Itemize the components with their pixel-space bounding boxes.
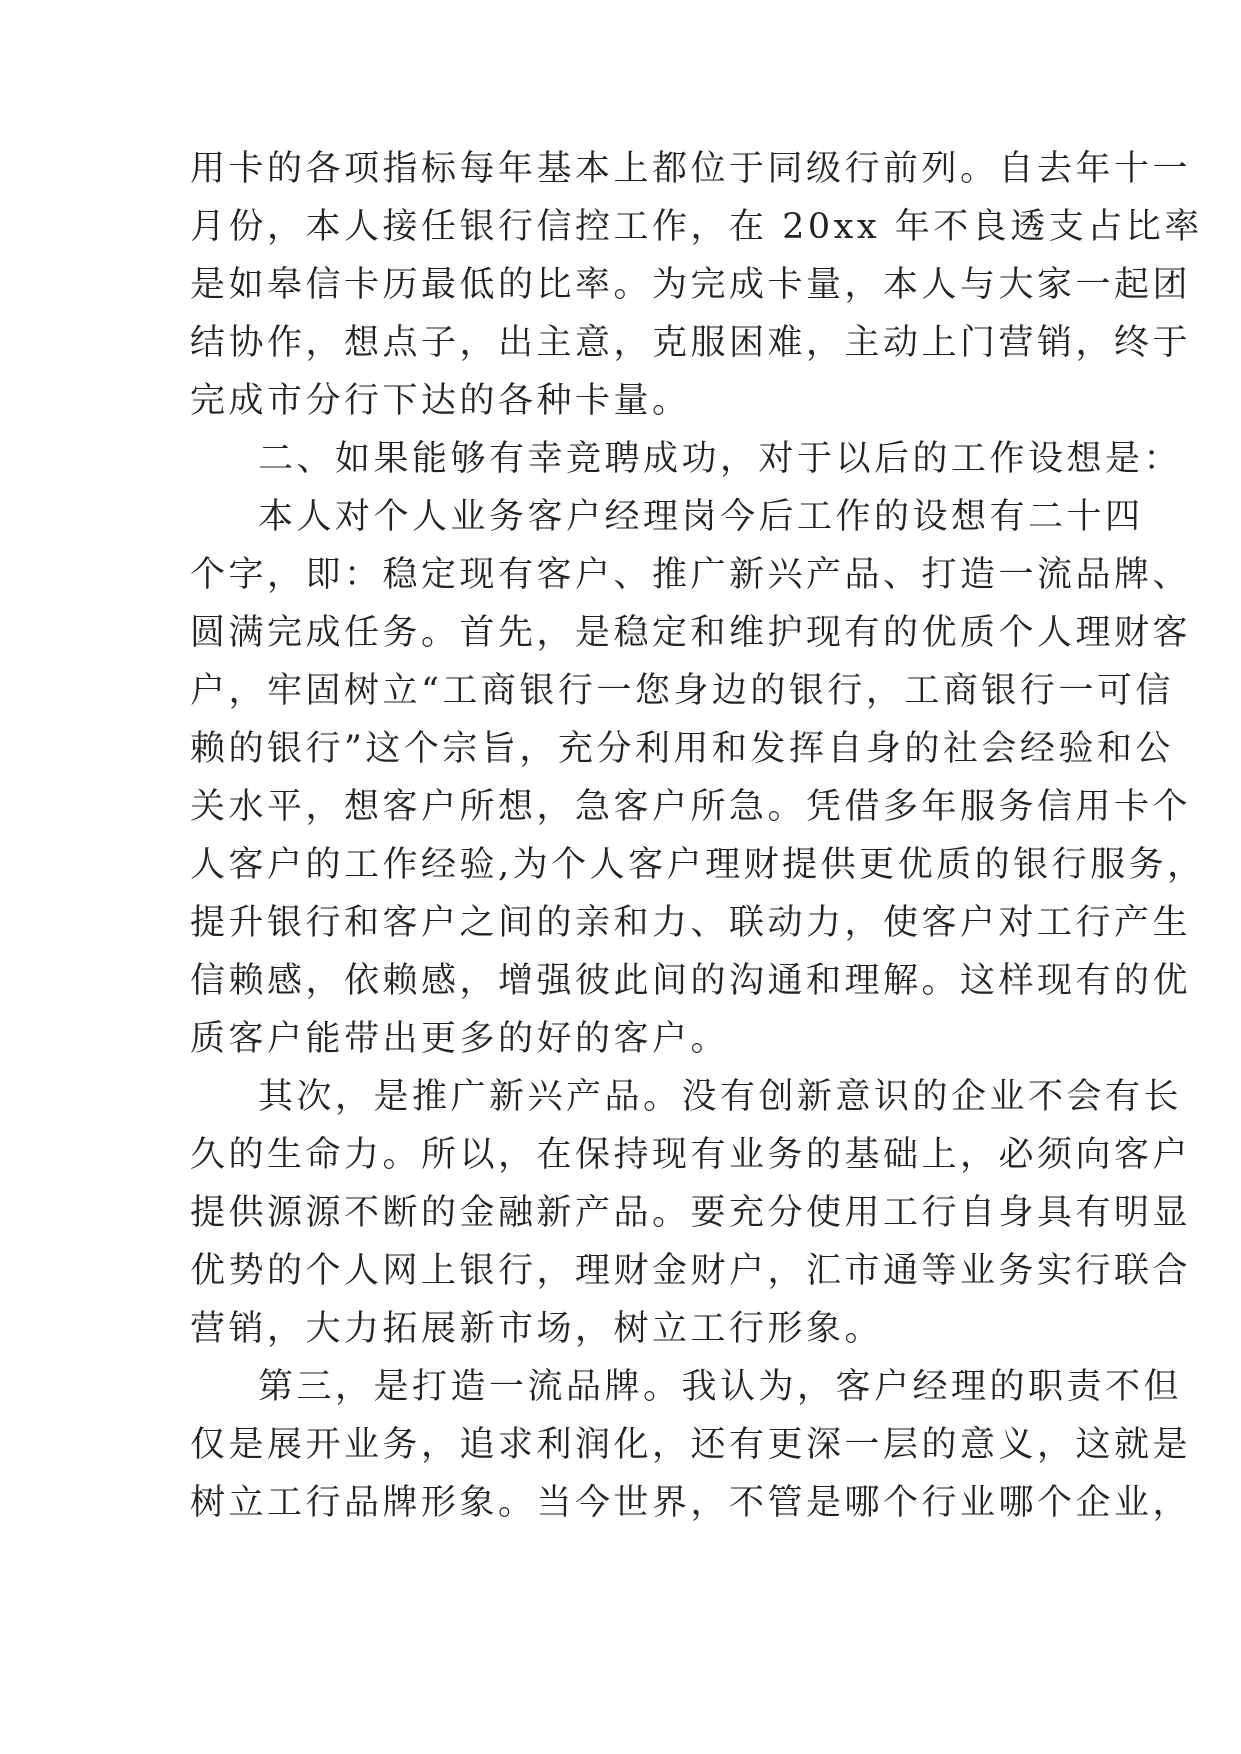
text-line: 用卡的各项指标每年基本上都位于同级行前列。自去年十一 <box>190 149 1192 189</box>
document-body <box>190 140 1206 1532</box>
text-line: 人客户的工作经验,为个人客户理财提供更优质的银行服务， <box>190 845 1206 885</box>
text-line: 圆满完成任务。首先，是稳定和维护现有的优质个人理财客 <box>190 613 1192 653</box>
text-line: 关水平，想客户所想，急客户所急。凭借多年服务信用卡个 <box>190 787 1192 827</box>
text-line: 结协作，想点子，出主意，克服困难，主动上门营销，终于 <box>190 323 1192 363</box>
paragraph-start-line: 本人对个人业务客户经理岗今后工作的设想有二十四 <box>258 497 1144 537</box>
text-line: 质客户能带出更多的好的客户。 <box>190 1019 730 1059</box>
text-line: 营销，大力拓展新市场，树立工行形象。 <box>190 1309 884 1349</box>
text-line: 赖的银行”这个宗旨，充分利用和发挥自身的社会经验和公 <box>190 729 1174 769</box>
section-heading: 二、如果能够有幸竞聘成功，对于以后的工作设想是： <box>258 439 1183 479</box>
text-line: 完成市分行下达的各种卡量。 <box>190 381 691 421</box>
text-line: 是如皋信卡历最低的比率。为完成卡量，本人与大家一起团 <box>190 265 1192 305</box>
text-line: 仅是展开业务，追求利润化，还有更深一层的意义，这就是 <box>190 1425 1192 1465</box>
text-line: 户，牢固树立“工商银行一您身边的银行，工商银行一可信 <box>190 671 1174 711</box>
text-line: 久的生命力。所以，在保持现有业务的基础上，必须向客户 <box>190 1135 1192 1175</box>
text-line: 个字，即：稳定现有客户、推广新兴产品、打造一流品牌、 <box>190 555 1192 595</box>
text-line: 提升银行和客户之间的亲和力、联动力，使客户对工行产生 <box>190 903 1192 943</box>
text-line: 月份，本人接任银行信控工作，在 20xx 年不良透支占比率 <box>190 207 1203 247</box>
text-line: 信赖感，依赖感，增强彼此间的沟通和理解。这样现有的优 <box>190 961 1192 1001</box>
paragraph-start-line: 其次，是推广新兴产品。没有创新意识的企业不会有长 <box>258 1077 1183 1117</box>
text-line: 树立工行品牌形象。当今世界，不管是哪个行业哪个企业， <box>190 1483 1192 1523</box>
text-line: 提供源源不断的金融新产品。要充分使用工行自身具有明显 <box>190 1193 1192 1233</box>
text-line: 优势的个人网上银行，理财金财户，汇市通等业务实行联合 <box>190 1251 1192 1291</box>
paragraph-start-line: 第三，是打造一流品牌。我认为，客户经理的职责不但 <box>258 1367 1183 1407</box>
